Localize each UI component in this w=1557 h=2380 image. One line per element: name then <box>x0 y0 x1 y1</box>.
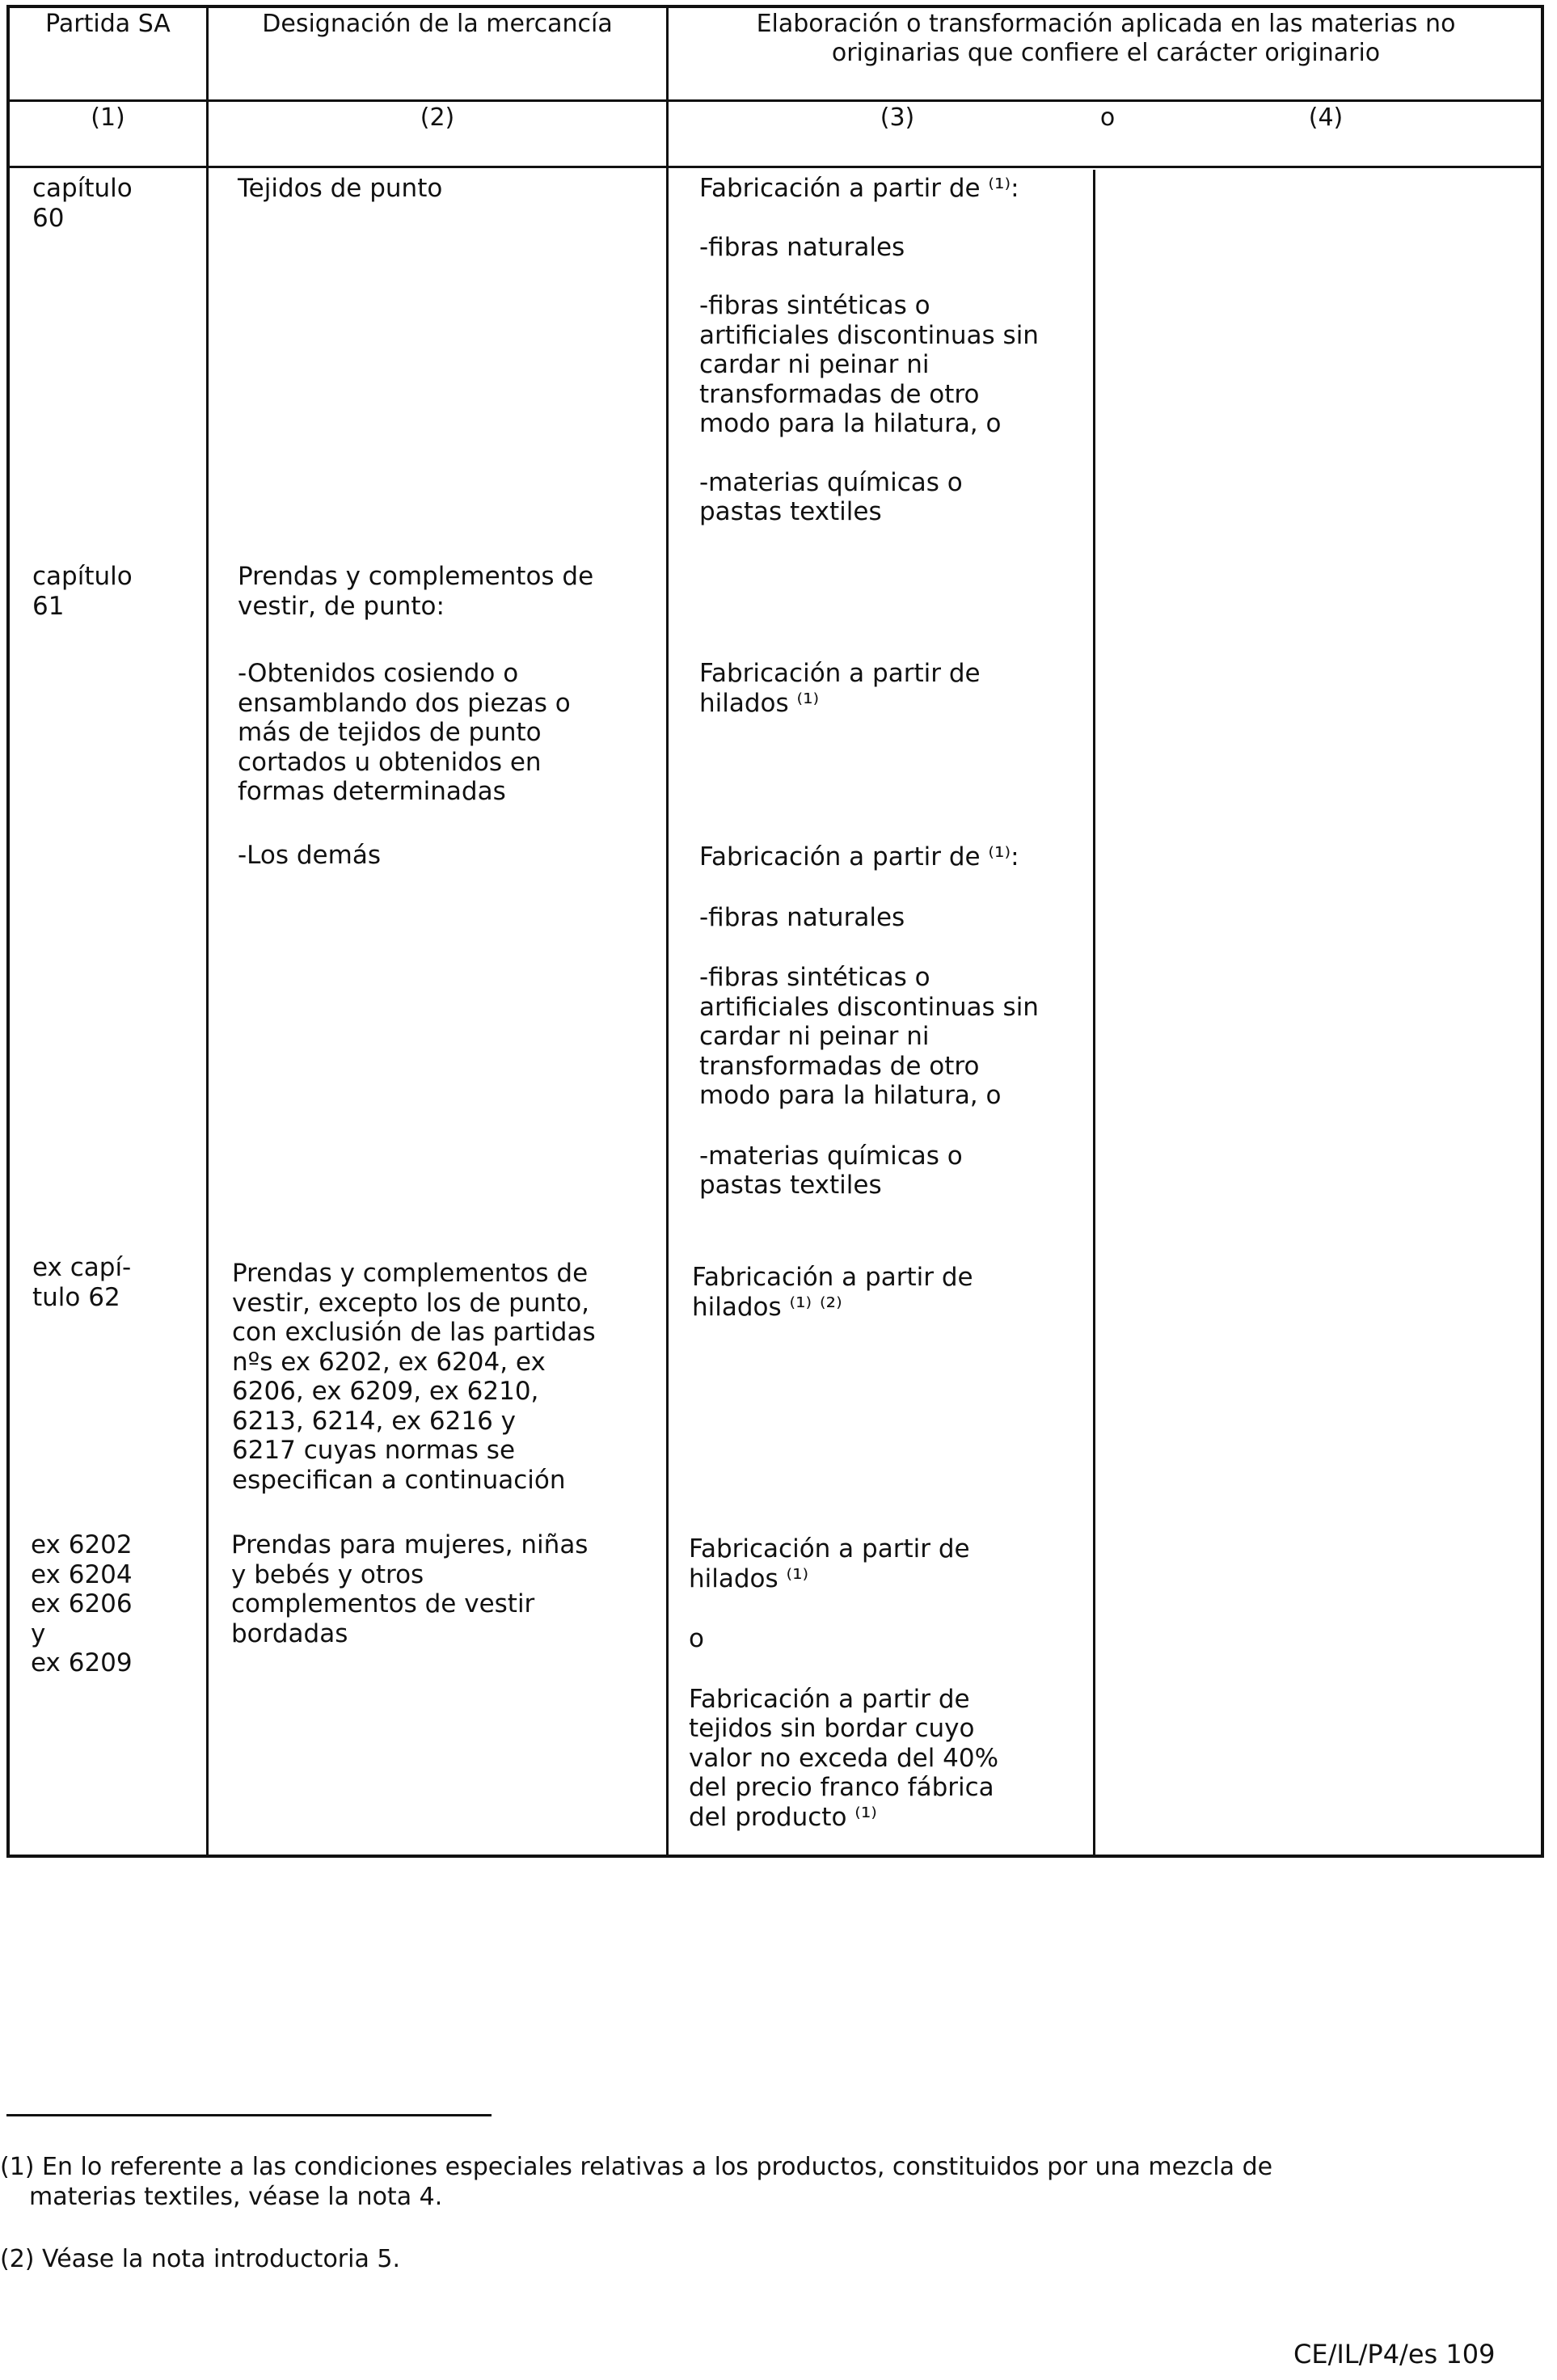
header-col-number-3: (3) <box>880 103 915 132</box>
col-divider-2 <box>666 5 669 1858</box>
processing-text: Fabricación a partir de <box>699 659 981 688</box>
col-divider-3 <box>1093 170 1095 1858</box>
footnote-1-line1: (1) En lo referente a las condiciones especiales relativas a los productos, constituidos por una mezcla de <box>0 2153 1273 2181</box>
header-col-number-4: (4) <box>1308 103 1344 132</box>
row-60-designation <box>238 174 442 204</box>
hs-text: ex 6204 <box>31 1559 133 1589</box>
hs-text: 61 <box>32 591 65 621</box>
processing-text: o <box>689 1624 704 1653</box>
header-col-number-1: (1) <box>91 103 125 132</box>
hs-text: 60 <box>32 203 65 233</box>
processing-text: pastas textiles <box>699 1171 882 1200</box>
processing-text: modo para la hilatura, o <box>699 1081 1002 1110</box>
hs-text: capítulo <box>32 562 133 591</box>
designation-text: 6217 cuyas normas se <box>232 1436 516 1465</box>
footnote-rule <box>6 2114 492 2116</box>
processing-text: transformadas de otro <box>699 1051 980 1081</box>
row-61a-processing <box>699 659 981 718</box>
processing-text: cardar ni peinar ni <box>699 350 930 379</box>
designation-text: complementos de vestir <box>231 1589 535 1618</box>
row-6202-designation <box>231 1530 588 1648</box>
row-6202-hs <box>31 1530 133 1678</box>
designation-text: y bebés y otros <box>231 1559 424 1589</box>
processing-text: -materias químicas o <box>699 1141 963 1171</box>
processing-text: hilados ⁽¹⁾ <box>689 1563 809 1593</box>
designation-text: Tejidos de punto <box>238 174 443 203</box>
header-processing-line1: Elaboración o transformación aplicada en las materias no <box>756 10 1456 38</box>
hs-text: ex 6209 <box>31 1648 133 1677</box>
designation-text: Prendas y complementos de <box>232 1259 589 1288</box>
processing-text: artificiales discontinuas sin <box>699 992 1039 1022</box>
designation-text: cortados u obtenidos en <box>238 747 542 777</box>
row-61-hs <box>32 562 133 621</box>
processing-text: -fibras sintéticas o <box>699 963 930 992</box>
processing-text: Fabricación a partir de <box>689 1534 970 1563</box>
designation-text: nºs ex 6202, ex 6204, ex <box>232 1347 546 1377</box>
processing-text: artificiales discontinuas sin <box>699 320 1039 350</box>
row-61-designation <box>238 562 593 621</box>
processing-text: -fibras sintéticas o <box>699 291 930 320</box>
processing-text: del producto ⁽¹⁾ <box>689 1802 877 1832</box>
hs-text: capítulo <box>32 174 133 203</box>
hs-text: y <box>31 1618 46 1648</box>
hs-text: tulo 62 <box>32 1282 120 1312</box>
hs-text: ex capí- <box>32 1253 132 1282</box>
footnote-2-line1: (2) Véase la nota introductoria 5. <box>0 2245 401 2273</box>
row-60-hs <box>32 174 133 233</box>
row-60-processing <box>699 174 1079 527</box>
processing-text: transformadas de otro <box>699 379 980 409</box>
processing-text: Fabricación a partir de <box>689 1684 970 1714</box>
designation-text: -Los demás <box>238 841 381 870</box>
footnote-2 <box>0 2244 400 2274</box>
footnote-1-line2: materias textiles, véase la nota 4. <box>29 2183 443 2211</box>
processing-text: -fibras naturales <box>699 902 905 932</box>
row-61a-designation <box>238 659 571 807</box>
designation-text: Prendas para mujeres, niñas <box>231 1530 589 1559</box>
hs-text: ex 6202 <box>31 1530 133 1559</box>
designation-text: 6213, 6214, ex 6216 y <box>232 1406 517 1436</box>
page-reference: CE/IL/P4/es 109 <box>1293 2339 1496 2369</box>
designation-text: ensamblando dos piezas o <box>238 688 571 718</box>
header-processing-heading <box>669 10 1542 68</box>
header-or: o <box>1099 103 1116 132</box>
processing-text: cardar ni peinar ni <box>699 1022 930 1051</box>
row-62-hs <box>32 1253 131 1312</box>
hs-text: ex 6206 <box>31 1589 133 1618</box>
designation-text: -Obtenidos cosiendo o <box>238 659 519 688</box>
processing-text: Fabricación a partir de ⁽¹⁾: <box>699 174 1019 203</box>
processing-text: Fabricación a partir de <box>692 1263 973 1292</box>
designation-text: bordadas <box>231 1618 348 1648</box>
row-62-processing <box>692 1263 973 1322</box>
row-61b-processing <box>699 842 1079 1201</box>
row-62-designation <box>232 1259 596 1495</box>
designation-text: con exclusión de las partidas <box>232 1318 596 1347</box>
processing-text: del precio franco fábrica <box>689 1773 994 1802</box>
designation-text: 6206, ex 6209, ex 6210, <box>232 1377 539 1406</box>
header-designation-heading: Designación de la mercancía <box>262 10 613 38</box>
header-col-number-2: (2) <box>420 103 455 132</box>
designation-text: especifican a continuación <box>232 1465 566 1495</box>
processing-text: valor no exceda del 40% <box>689 1743 999 1773</box>
col-divider-1 <box>206 5 209 1858</box>
designation-text: más de tejidos de punto <box>238 718 542 747</box>
processing-text: tejidos sin bordar cuyo <box>689 1714 975 1743</box>
designation-text: Prendas y complementos de <box>238 562 594 591</box>
processing-text: modo para la hilatura, o <box>699 409 1002 438</box>
processing-text: hilados ⁽¹⁾ <box>699 688 820 718</box>
header-hs-heading: Partida SA <box>45 10 171 38</box>
processing-text: pastas textiles <box>699 497 882 526</box>
processing-text: -fibras naturales <box>699 232 905 262</box>
numbers-divider <box>6 166 1544 168</box>
footnote-1 <box>0 2152 1544 2212</box>
row-6202-processing <box>689 1534 1069 1832</box>
header-processing-line2: originarias que confiere el carácter originario <box>831 39 1381 67</box>
processing-text: -materias químicas o <box>699 467 963 497</box>
designation-text: formas determinadas <box>238 777 506 806</box>
designation-text: vestir, excepto los de punto, <box>232 1288 590 1318</box>
processing-text: Fabricación a partir de ⁽¹⁾: <box>699 842 1019 871</box>
designation-text: vestir, de punto: <box>238 591 445 621</box>
header-divider <box>6 99 1544 102</box>
processing-text: hilados ⁽¹⁾ ⁽²⁾ <box>692 1292 842 1322</box>
row-61b-designation <box>238 841 381 871</box>
